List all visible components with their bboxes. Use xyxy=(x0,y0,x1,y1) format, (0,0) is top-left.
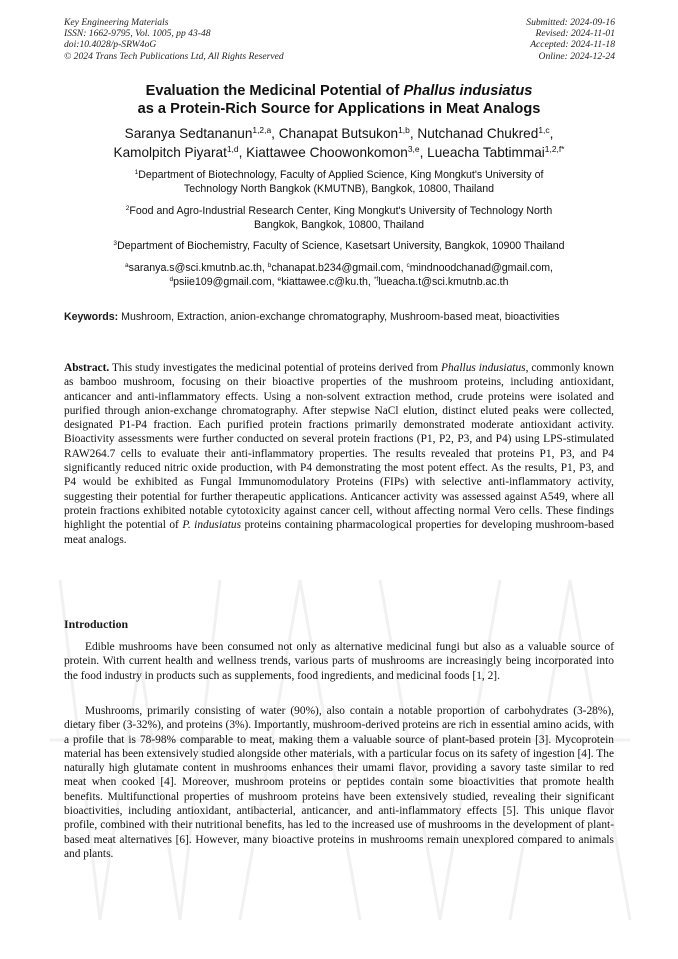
affiliation-2 xyxy=(40,204,638,232)
author-affil-mark: 1,2,f* xyxy=(544,144,565,155)
journal-info xyxy=(64,17,284,62)
author-list xyxy=(40,124,638,162)
author-name: Saranya Sedtananun xyxy=(124,126,253,141)
email-mark: e xyxy=(277,276,282,284)
affiliation-number: 3 xyxy=(113,240,118,248)
online-date: Online: 2024-12-24 xyxy=(538,50,615,62)
email-mark: d xyxy=(169,276,174,284)
author-separator: , xyxy=(409,126,414,141)
author-separator: , xyxy=(238,145,243,160)
email-link[interactable]: kiattawee.c@ku.th, xyxy=(281,276,374,288)
email-link[interactable]: mindnoodchanad@gmail.com, xyxy=(409,262,553,274)
author-separator: , xyxy=(271,126,275,141)
abstract-section xyxy=(64,361,614,547)
revised-date: Revised: 2024-11-01 xyxy=(535,28,615,40)
copyright: © 2024 Trans Tech Publications Ltd, All Rights Reserved xyxy=(64,50,284,62)
author-affil-mark: 1,b xyxy=(398,125,410,136)
journal-issn: ISSN: 1662-9795, Vol. 1005, pp 43-48 xyxy=(64,28,211,40)
email-mark: a xyxy=(125,262,129,270)
author-name: Lueacha Tabtimmai xyxy=(427,145,545,160)
author-separator: , xyxy=(419,145,424,160)
abstract-label: Abstract. xyxy=(64,362,110,374)
email-link[interactable]: chanapat.b234@gmail.com, xyxy=(271,262,407,274)
abstract-text: , commonly known as bamboo mushroom, focusing on their bioactive properties of the mushroom proteins, including antioxidant, anticancer and anti-inflammatory effects. Using a non-solvent extraction method, crude proteins were isolated and purified through anion-exchange chromatography. After stepwise NaCl elution, distinct eluted peaks were collected, designated P1-P4 fraction. Each purified protein fractions primarily demonstrated moderate antioxidant activity. Bioactivity assessments were further conducted on several protein fractions (P1, P2, P3, and P4) using LPS-stimulated RAW264.7 cells to evaluate their anti-inflammatory properties. The results revealed that proteins P1, P3, and P4 significantly reduced nitric oxide production, with P4 demonstrating the most potent effect. As the results, P1, P3, and P4 would be exhibited as Fungal Immunomodulatory Proteins (FIPs) with selective anti-inflammatory activity, suggesting their potential for further therapeutic applications. Anticancer activity was assessed against A549, where all protein fractions exhibited notable cytotoxicity against cancer cell, without affecting normal Vero cells. These findings highlight the potential of xyxy=(64,362,614,532)
author-affil-mark: 1,d xyxy=(226,144,239,155)
author-name: Kiattawee Choowonkomon xyxy=(246,145,408,160)
affiliation-3 xyxy=(40,239,638,253)
author-affil-mark: 1,c xyxy=(538,125,550,136)
title-part: as a Protein-Rich Source for Applications in Meat Analogs xyxy=(137,101,541,117)
author-affil-mark: 3,e xyxy=(407,144,420,155)
affiliation-text: Department of Biotechnology, Faculty of Applied Science, King Mongkut's University of xyxy=(138,169,544,181)
publication-dates xyxy=(526,17,615,62)
body-paragraph: Mushrooms, primarily consisting of water (90%), also contain a notable proportion of carbohydrates (3-28%), dietary fiber (3-32%), and proteins (3%). Importantly, mushroom-derived proteins are rich in essential amino acids, with a profile that is 78-98% comparable to meat, making them a valuable source of plant-based protein [3]. Mycoprotein material has been extensively studied alongside other materials, with a particular focus on its safety of ingestion [4]. The naturally high glutamate content in mushrooms enhances their umami flavor, providing a savory taste similar to red meat when cooked [4]. Moreover, mushroom proteins or peptides contain some bioactivities that promote health benefits. Multifunctional properties of mushroom proteins have been extensively studied, revealing their significant bioactivities, including antioxidant, antibacterial, anticancer, and anti-inflammatory effects [5]. This unique flavor profile, combined with their nutritional benefits, has led to the increased use of mushrooms in the development of plant-based meat alternatives [6]. However, many bioactive proteins in mushrooms remain unexplored compared to animals and plants. xyxy=(64,705,614,860)
affiliation-text: Food and Agro-Industrial Research Center, King Mongkut's University of Technology North xyxy=(129,205,553,217)
affiliation-number: 1 xyxy=(134,169,139,177)
email-link[interactable]: psiie109@gmail.com, xyxy=(173,276,278,288)
author-emails xyxy=(40,261,638,289)
abstract-species: P. indusiatus xyxy=(182,519,242,532)
section-heading: Introduction xyxy=(64,617,129,631)
affiliation-text: Department of Biochemistry, Faculty of Science, Kasetsart University, Bangkok, 10900 Thailand xyxy=(117,240,565,252)
accepted-date: Accepted: 2024-11-18 xyxy=(530,39,615,51)
email-mark: *f xyxy=(373,276,379,284)
affiliation-text: Technology North Bangkok (KMUTNB), Bangkok, 10800, Thailand xyxy=(183,183,495,195)
abstract-species: Phallus indusiatus xyxy=(441,362,526,374)
affiliation-number: 2 xyxy=(125,205,130,213)
paper-title xyxy=(40,82,638,118)
author-name: Chanapat Butsukon xyxy=(278,126,399,141)
journal-name: Key Engineering Materials xyxy=(64,17,169,28)
email-mark: c xyxy=(406,262,410,270)
abstract-text: This study investigates the medicinal potential of proteins derived from xyxy=(109,362,442,374)
affiliation-text: Bangkok, Bangkok, 10800, Thailand xyxy=(253,219,425,231)
keywords-text: Mushroom, Extraction, anion-exchange chromatography, Mushroom-based meat, bioactivities xyxy=(118,311,560,323)
keywords-label: Keywords: xyxy=(64,311,119,323)
body-paragraph: Edible mushrooms have been consumed not only as alternative medicinal fungi but also as a valuable source of protein. With current health and wellness trends, various parts of mushrooms are increasingly being incorporated into the food industry in products such as supplements, food ingredients, and medicinal foods [1, 2]. xyxy=(64,641,614,682)
abstract-text: proteins containing pharmacological properties for developing mushroom-based meat analogs. xyxy=(64,519,614,546)
email-link[interactable]: lueacha.t@sci.kmutnb.ac.th xyxy=(378,276,509,288)
keywords-section xyxy=(64,311,614,325)
author-name: Nutchanad Chukred xyxy=(417,126,539,141)
title-part: Evaluation the Medicinal Potential of xyxy=(145,83,404,99)
email-mark: b xyxy=(267,262,272,270)
author-name: Kamolpitch Piyarat xyxy=(113,145,227,160)
submitted-date: Submitted: 2024-09-16 xyxy=(526,17,615,28)
author-affil-mark: 1,2,a xyxy=(252,125,272,136)
author-separator: , xyxy=(549,126,554,141)
email-link[interactable]: saranya.s@sci.kmutnb.ac.th, xyxy=(128,262,268,274)
affiliation-1 xyxy=(40,168,638,196)
doi: doi:10.4028/p-SRW4oG xyxy=(64,39,157,51)
title-species: Phallus indusiatus xyxy=(403,83,533,99)
